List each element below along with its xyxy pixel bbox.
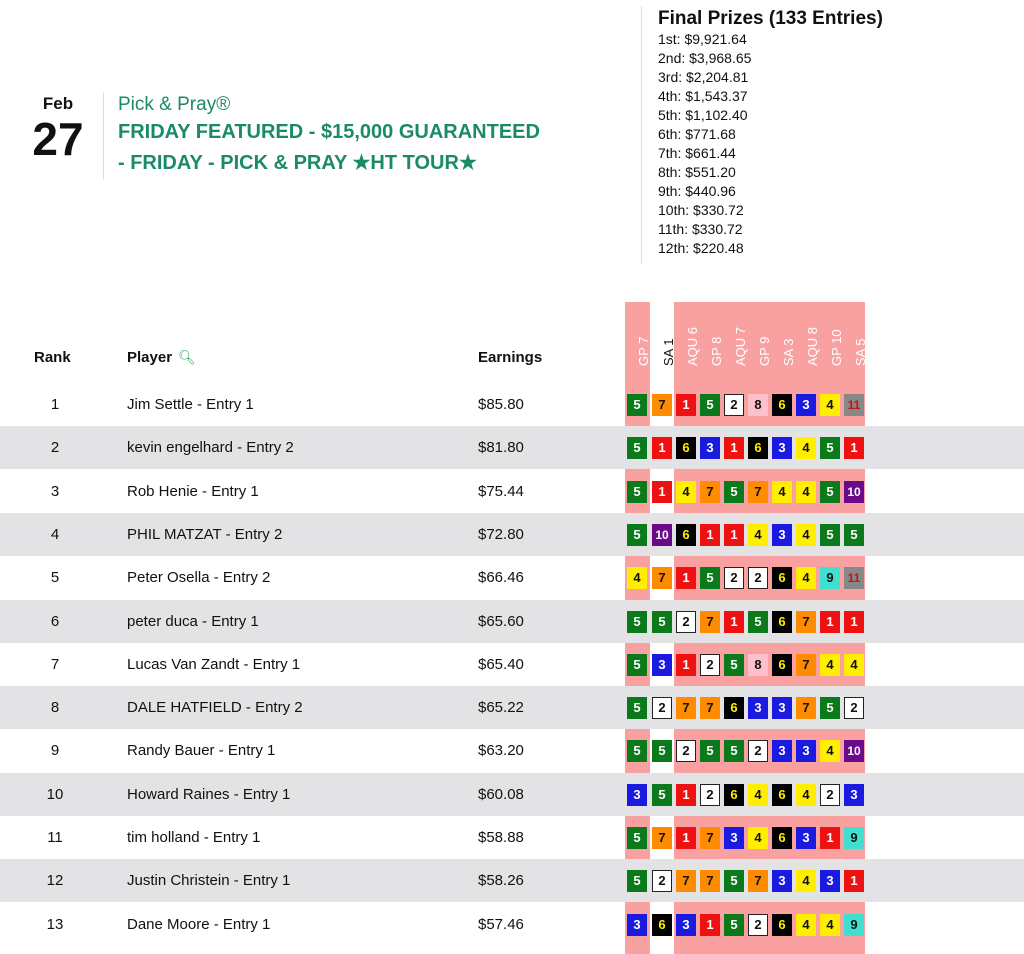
player-cell: Randy Bauer - Entry 1 [127,742,276,760]
pick-badge: 7 [676,697,696,719]
pick-badge: 2 [844,697,864,719]
race-header [674,306,698,380]
pick-badge: 2 [676,740,696,762]
prize-item: 9th: $440.96 [658,183,736,199]
prize-item: 2nd: $3,968.65 [658,50,752,66]
pick-badge: 6 [724,697,744,719]
pick-badge: 4 [820,740,840,762]
table-row[interactable] [0,600,1024,643]
pick-badge: 5 [724,914,744,936]
pick-badge: 1 [676,784,696,806]
pick-badge: 5 [627,437,647,459]
pick-badge: 6 [772,567,792,589]
pick-badge: 10 [844,740,864,762]
pick-badge: 5 [627,697,647,719]
player-cell: PHIL MATZAT - Entry 2 [127,525,283,543]
pick-badge: 1 [844,870,864,892]
pick-badge: 2 [748,740,768,762]
pick-badge: 11 [844,567,864,589]
earnings-header: Earnings [478,349,543,366]
rank-cell: 1 [50,396,60,413]
table-row[interactable] [0,903,1024,946]
race-header [842,306,866,380]
race-header [818,306,842,380]
pick-badge: 4 [748,827,768,849]
pick-badge: 5 [627,654,647,676]
pick-badge: 6 [772,611,792,633]
pick-badge: 7 [700,611,720,633]
pick-badge: 4 [748,524,768,546]
pick-badge: 4 [820,654,840,676]
race-header [650,306,674,380]
table-row[interactable] [0,859,1024,902]
pick-badge: 1 [676,567,696,589]
pick-badge: 10 [844,481,864,503]
event-title-line-2: - FRIDAY - PICK & PRAY ★HT TOUR★ [118,152,477,174]
final-prizes-panel [658,8,883,258]
pick-badge: 5 [724,740,744,762]
event-date [28,94,88,165]
pick-badge: 1 [820,827,840,849]
race-header [770,306,794,380]
table-row[interactable] [0,513,1024,556]
pick-badge: 10 [652,524,672,546]
earnings-cell: $75.44 [478,482,524,500]
pick-badge: 2 [700,784,720,806]
pick-badge: 6 [676,437,696,459]
pick-badge: 7 [676,870,696,892]
earnings-cell: $65.60 [478,612,524,630]
player-cell: peter duca - Entry 1 [127,612,259,630]
pick-badge: 1 [724,437,744,459]
pick-badge: 2 [724,567,744,589]
pick-badge: 1 [844,611,864,633]
pick-badge: 5 [627,870,647,892]
pick-badge: 5 [652,740,672,762]
rank-cell: 11 [47,829,63,846]
race-header [722,306,746,380]
rank-cell: 8 [50,699,60,717]
rank-cell: 10 [46,785,64,803]
pick-badge: 2 [652,697,672,719]
pick-badge: 9 [820,567,840,589]
pick-badge: 7 [652,827,672,849]
player-cell: tim holland - Entry 1 [127,829,261,846]
pick-badge: 8 [748,654,768,676]
rank-cell: 7 [50,655,60,673]
header-divider [103,92,104,180]
race-header [794,306,818,380]
pick-badge: 7 [796,611,816,633]
pick-badge: 6 [772,394,792,416]
pick-badge: 6 [652,914,672,936]
earnings-cell: $72.80 [478,525,524,543]
pick-badge: 2 [652,870,672,892]
pick-badge: 5 [627,740,647,762]
pick-badge: 1 [652,437,672,459]
event-month: Feb [42,94,74,113]
race-header-label: AQU 7 [733,326,748,366]
prize-list [658,30,883,258]
pick-badge: 3 [724,827,744,849]
player-cell: Lucas Van Zandt - Entry 1 [127,655,301,673]
race-header [746,306,770,380]
pick-badge: 1 [700,914,720,936]
event-title-line-1: FRIDAY FEATURED - $15,000 GUARANTEED [118,121,540,143]
pick-badge: 5 [627,481,647,503]
rank-cell: 13 [46,915,64,933]
event-title [118,93,540,179]
pick-badge: 4 [820,394,840,416]
pick-badge: 7 [700,481,720,503]
rank-cell: 12 [46,872,64,890]
earnings-cell: $81.80 [478,439,524,457]
pick-badge: 5 [652,611,672,633]
table-row[interactable] [0,556,1024,599]
pick-badge: 3 [796,740,816,762]
race-header-label: GP 10 [829,329,844,366]
rank-cell: 2 [50,439,60,457]
prize-item: 10th: $330.72 [658,202,744,218]
pick-badge: 2 [748,914,768,936]
event-day: 27 [32,113,84,165]
player-cell: Justin Christein - Entry 1 [127,872,291,890]
pick-badge: 3 [700,437,720,459]
pick-badge: 3 [796,394,816,416]
race-header [698,306,722,380]
pick-badge: 6 [772,827,792,849]
pick-badge: 3 [627,784,647,806]
pick-badge: 7 [748,481,768,503]
pick-badge: 5 [700,567,720,589]
earnings-cell: $57.46 [478,915,524,933]
pick-badge: 3 [627,914,647,936]
earnings-cell: $65.22 [478,699,524,717]
pick-badge: 6 [772,914,792,936]
pick-badge: 1 [652,481,672,503]
pick-badge: 8 [748,394,768,416]
pick-badge: 4 [796,784,816,806]
player-cell: DALE HATFIELD - Entry 2 [127,699,303,717]
pick-badge: 3 [772,437,792,459]
player-cell: Jim Settle - Entry 1 [127,396,254,413]
table-row[interactable] [0,729,1024,772]
prize-item: 5th: $1,102.40 [658,107,748,123]
player-cell: Rob Henie - Entry 1 [127,482,259,500]
pick-badge: 5 [820,437,840,459]
final-prizes-heading: Final Prizes (133 Entries) [658,8,883,29]
player-cell: Dane Moore - Entry 1 [127,915,271,933]
pick-badge: 5 [820,481,840,503]
pick-badge: 7 [652,567,672,589]
pick-badge: 7 [796,654,816,676]
pick-badge: 3 [796,827,816,849]
pick-badge: 3 [820,870,840,892]
pick-badge: 5 [627,524,647,546]
pick-badge: 4 [796,524,816,546]
prize-item: 6th: $771.68 [658,126,736,142]
pick-badge: 3 [772,524,792,546]
pick-badge: 4 [796,567,816,589]
prize-item: 4th: $1,543.37 [658,88,748,104]
pick-badge: 7 [700,697,720,719]
prize-item: 8th: $551.20 [658,164,736,180]
earnings-cell: $66.46 [478,569,524,587]
table-row[interactable] [0,686,1024,729]
pick-badge: 2 [700,654,720,676]
table-row[interactable] [0,643,1024,686]
pick-badge: 1 [700,524,720,546]
race-header-label: SA 1 [661,338,676,366]
race-header-label: SA 5 [853,338,868,366]
earnings-cell: $85.80 [478,396,524,413]
rank-cell: 6 [50,612,60,630]
pick-badge: 5 [724,870,744,892]
pick-badge: 4 [748,784,768,806]
rank-cell: 3 [50,482,60,500]
pick-badge: 6 [724,784,744,806]
pick-badge: 7 [796,697,816,719]
rank-cell: 9 [50,742,60,760]
pick-badge: 4 [796,914,816,936]
pick-badge: 6 [748,437,768,459]
table-row[interactable] [0,470,1024,513]
pick-badge: 5 [724,654,744,676]
pick-badge: 4 [796,481,816,503]
pick-badge: 5 [652,784,672,806]
pick-badge: 2 [724,394,744,416]
player-cell: Peter Osella - Entry 2 [127,569,271,587]
pick-badge: 6 [676,524,696,546]
pick-badge: 4 [796,870,816,892]
pick-badge: 5 [627,827,647,849]
earnings-cell: $63.20 [478,742,524,760]
pick-badge: 4 [676,481,696,503]
pick-badge: 5 [627,394,647,416]
pick-badge: 1 [676,827,696,849]
pick-badge: 9 [844,827,864,849]
prize-item: 12th: $220.48 [658,240,744,256]
pick-badge: 1 [676,654,696,676]
rank-cell: 5 [50,569,60,587]
pick-badge: 3 [772,740,792,762]
pick-badge: 3 [748,697,768,719]
earnings-cell: $65.40 [478,655,524,673]
pick-badge: 4 [820,914,840,936]
table-row[interactable] [0,426,1024,469]
prize-item: 7th: $661.44 [658,145,736,161]
pick-badge: 6 [772,784,792,806]
pick-badge: 5 [748,611,768,633]
pick-badge: 5 [820,524,840,546]
pick-badge: 1 [724,524,744,546]
pick-badge: 1 [676,394,696,416]
player-cell: kevin engelhard - Entry 2 [127,439,294,457]
pick-badge: 3 [676,914,696,936]
player-header-label: Player [127,349,173,366]
race-header-label: AQU 8 [805,326,820,366]
pick-badge: 4 [796,437,816,459]
prize-item: 3rd: $2,204.81 [658,69,749,85]
pick-badge: 7 [700,870,720,892]
pick-badge: 2 [820,784,840,806]
pick-badge: 5 [700,740,720,762]
race-header-label: GP 9 [757,336,772,366]
earnings-cell: $58.88 [478,829,524,846]
table-row[interactable] [0,773,1024,816]
rank-header: Rank [34,349,71,366]
pick-badge: 7 [652,394,672,416]
pick-badge: 5 [700,394,720,416]
race-header [625,306,649,380]
table-row[interactable] [0,816,1024,859]
race-header-label: AQU 6 [685,326,700,366]
pick-badge: 5 [627,611,647,633]
player-header[interactable] [127,349,196,366]
pick-badge: 1 [844,437,864,459]
pick-badge: 7 [700,827,720,849]
pick-badge: 3 [844,784,864,806]
pick-badge: 4 [844,654,864,676]
prize-item: 11th: $330.72 [658,221,743,237]
search-icon[interactable]: 🔍︎ [178,349,196,365]
race-header-label: GP 7 [636,336,651,366]
prize-item: 1st: $9,921.64 [658,31,747,47]
earnings-cell: $58.26 [478,872,524,890]
race-header-label: SA 3 [781,338,796,366]
table-row[interactable] [0,383,1024,426]
pick-badge: 4 [772,481,792,503]
pick-badge: 1 [724,611,744,633]
event-brand: Pick & Pray® [118,94,231,115]
rank-cell: 4 [50,525,60,543]
pick-badge: 2 [676,611,696,633]
pick-badge: 1 [820,611,840,633]
pick-badge: 3 [772,697,792,719]
prizes-divider [641,6,642,264]
pick-badge: 3 [652,654,672,676]
pick-badge: 2 [748,567,768,589]
pick-badge: 5 [724,481,744,503]
pick-badge: 9 [844,914,864,936]
pick-badge: 7 [748,870,768,892]
pick-badge: 5 [820,697,840,719]
pick-badge: 11 [844,394,864,416]
pick-badge: 5 [844,524,864,546]
earnings-cell: $60.08 [478,785,524,803]
pick-badge: 4 [627,567,647,589]
pick-badge: 3 [772,870,792,892]
race-header-label: GP 8 [709,336,724,366]
player-cell: Howard Raines - Entry 1 [127,785,291,803]
pick-badge: 6 [772,654,792,676]
